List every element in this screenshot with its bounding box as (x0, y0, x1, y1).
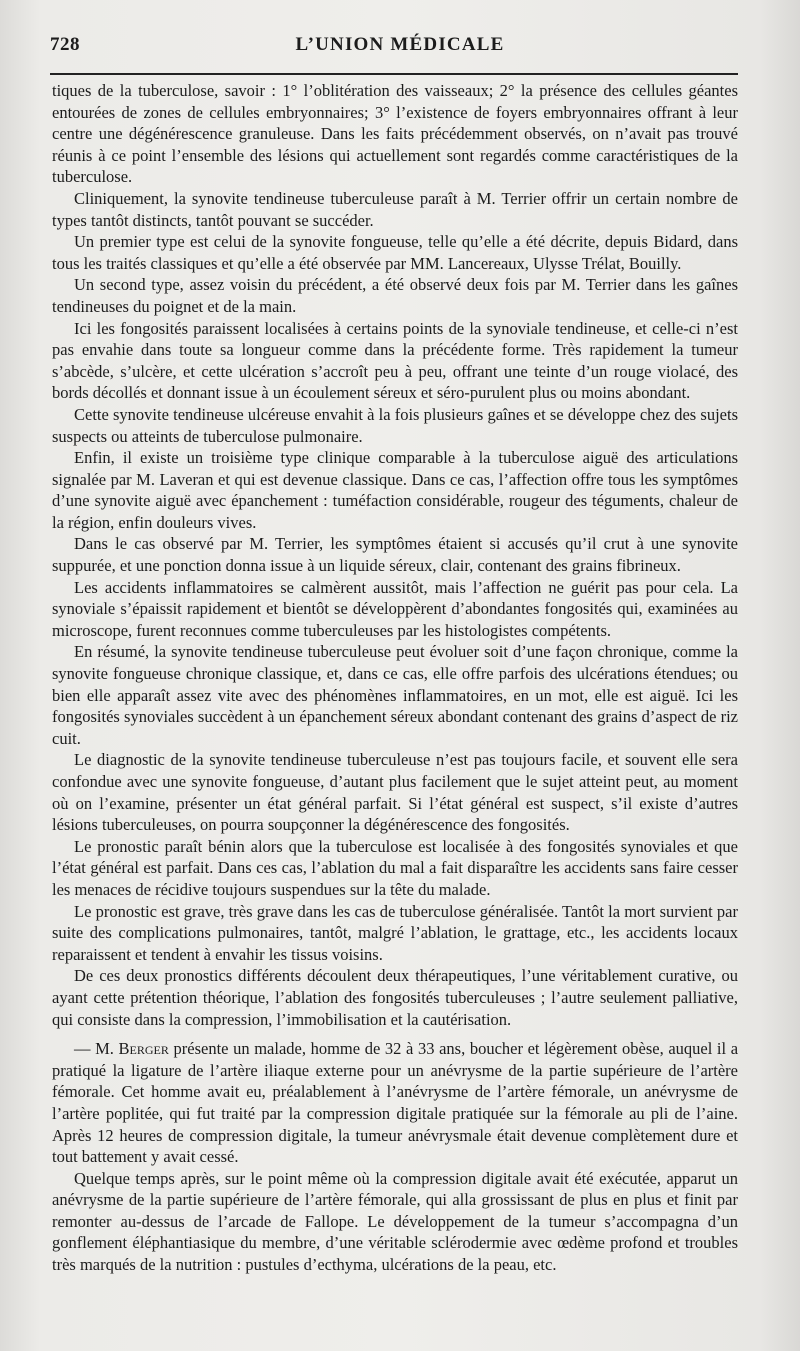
berger-paragraph (52, 1038, 738, 1168)
page-number: 728 (50, 34, 80, 55)
speaker-name: Berger (118, 1039, 169, 1059)
paragraph: Enfin, il existe un troisième type clinique comparable à la tuberculose aiguë des articulations signalée par M. Laveran et qui est devenue classique. Dans ce cas, l’affection offre tous les symptômes d’une synovite aiguë avec épanchement : tuméfaction considérable, rougeur des téguments, chaleur de la région, enfin douleurs vives. (52, 448, 738, 532)
paragraph: Quelque temps après, sur le point même où la compression digitale avait été exécutée, apparut un anévrysme de la partie supérieure de l’artère fémorale, qui alla grossissant de plus en plus et finit par remonter au-dessus de l’arcade de Fallope. Le développement de la tumeur s’accompagna d’un gonflement éléphantiasique du membre, d’une véritable sclérodermie avec œdème profond et troubles très marqués de la nutrition : pustules d’ecthyma, ulcérations de la peau, etc. (52, 1168, 738, 1275)
paragraph: Cette synovite tendineuse ulcéreuse envahit à la fois plusieurs gaînes et se développe chez des sujets suspects ou atteints de tuberculose pulmonaire. (52, 404, 738, 446)
paragraph: Le pronostic est grave, très grave dans les cas de tuberculose généralisée. Tantôt la mort survient par suite des complications pulmonaires, tantôt, malgré l’ablation, le grattage, etc., les accidents locaux reparaissent et tendent à envahir les tissus voisins. (52, 901, 738, 964)
paragraph: En résumé, la synovite tendineuse tuberculeuse peut évoluer soit d’une façon chronique, comme la synovite fongueuse chronique classique, et, dans ce cas, elle offre parfois des ulcérations étendues; ou bien elle apparaît assez vite avec des phénomènes inflammatoires, en un mot, elle est aiguë. Ici les fongosités synoviales succèdent à un épanchement séreux abondant contenant des grains d’aspect de riz cuit. (52, 642, 738, 748)
header-rule (50, 73, 738, 75)
running-title: L’UNION MÉDICALE (295, 34, 505, 55)
berger-text: présente un malade, homme de 32 à 33 ans, boucher et légèrement obèse, auquel il a pratiqué la ligature de l’artère iliaque externe pour un anévrysme de la partie supérieure de l’artère fémorale. Cet homme avait eu, préalablement à l’anévrysme de l’artère fémorale, un anévrysme de l’artère poplitée, qui fut traité par la compression digitale pratiquée sur la fémorale au pli de l’aine. Après 12 heures de compression digitale, la tumeur anévrysmale était devenue complètement dure et tout battement y avait cessé. (52, 1039, 739, 1167)
article-body (52, 80, 738, 1276)
dash-prefix: — M. (74, 1039, 114, 1059)
paragraph: Un premier type est celui de la synovite fongueuse, telle qu’elle a été décrite, depuis Bidard, dans tous les traités classiques et qu’elle a été observée par MM. Lancereaux, Ulysse Trélat, Bouilly. (52, 232, 738, 273)
paragraph: Cliniquement, la synovite tendineuse tuberculeuse paraît à M. Terrier offrir un certain nombre de types tantôt distincts, tantôt pouvant se succéder. (52, 188, 738, 230)
paragraph: Ici les fongosités paraissent localisées à certains points de la synoviale tendineuse, et celle-ci n’est pas envahie dans toute sa longueur comme dans la précédente forme. Très rapidement la tumeur s’abcède, s’ulcère, et cette ulcération s’accroît peu à peu, offrant une teinte d’un rouge violacé, des bords décollés et donnant issue à un écoulement séreux et séro-purulent plus ou moins abondant. (52, 318, 738, 403)
paragraph: Le pronostic paraît bénin alors que la tuberculose est localisée à des fongosités synoviales et que l’état général est parfait. Dans ces cas, l’ablation du mal a fait disparaître les accidents sans faire cesser les menaces de récidive toujours suspendues sur la tête du malade. (52, 836, 738, 899)
paragraph: Les accidents inflammatoires se calmèrent aussitôt, mais l’affection ne guérit pas pour cela. La synoviale s’épaissit rapidement et bientôt se développèrent d’abondantes fongosités qui, examinées au microscope, furent reconnues comme tuberculeuses par les histologistes compétents. (52, 577, 738, 640)
paragraph: Le diagnostic de la synovite tendineuse tuberculeuse n’est pas toujours facile, et souvent elle sera confondue avec une synovite fongueuse, d’autant plus facilement que le sujet atteint peut, au moment où on l’examine, présenter un état général parfait. Si l’état général est suspect, s’il existe d’autres lésions tuberculeuses, on pourra soupçonner la dégénérescence des fongosités. (52, 750, 738, 835)
paragraph: De ces deux pronostics différents découlent deux thérapeutiques, l’une véritablement curative, ou ayant cette prétention théorique, l’ablation des fongosités tuberculeuses ; l’autre seulement palliative, qui consiste dans la compression, l’immobilisation et la cautérisation. (52, 966, 738, 1029)
paragraph: Dans le cas observé par M. Terrier, les symptômes étaient si accusés qu’il crut à une synovite suppurée, et une ponction donna issue à un liquide séreux, clair, contenant des grains fibrineux. (52, 534, 738, 576)
paragraph: Un second type, assez voisin du précédent, a été observé deux fois par M. Terrier dans les gaînes tendineuses du poignet et de la main. (52, 275, 738, 316)
paragraph: tiques de la tuberculose, savoir : 1° l’oblitération des vaisseaux; 2° la présence des cellules géantes entourées de zones de cellules embryonnaires; 3° l’existence de foyers embryonnaires offrant à leur centre une dégénérescence granuleuse. Dans les faits précédemment observés, on n’avait pas trouvé réunis à ce point l’ensemble des lésions qui actuellement sont regardés comme caractéristiques de la tuberculose. (52, 81, 738, 187)
